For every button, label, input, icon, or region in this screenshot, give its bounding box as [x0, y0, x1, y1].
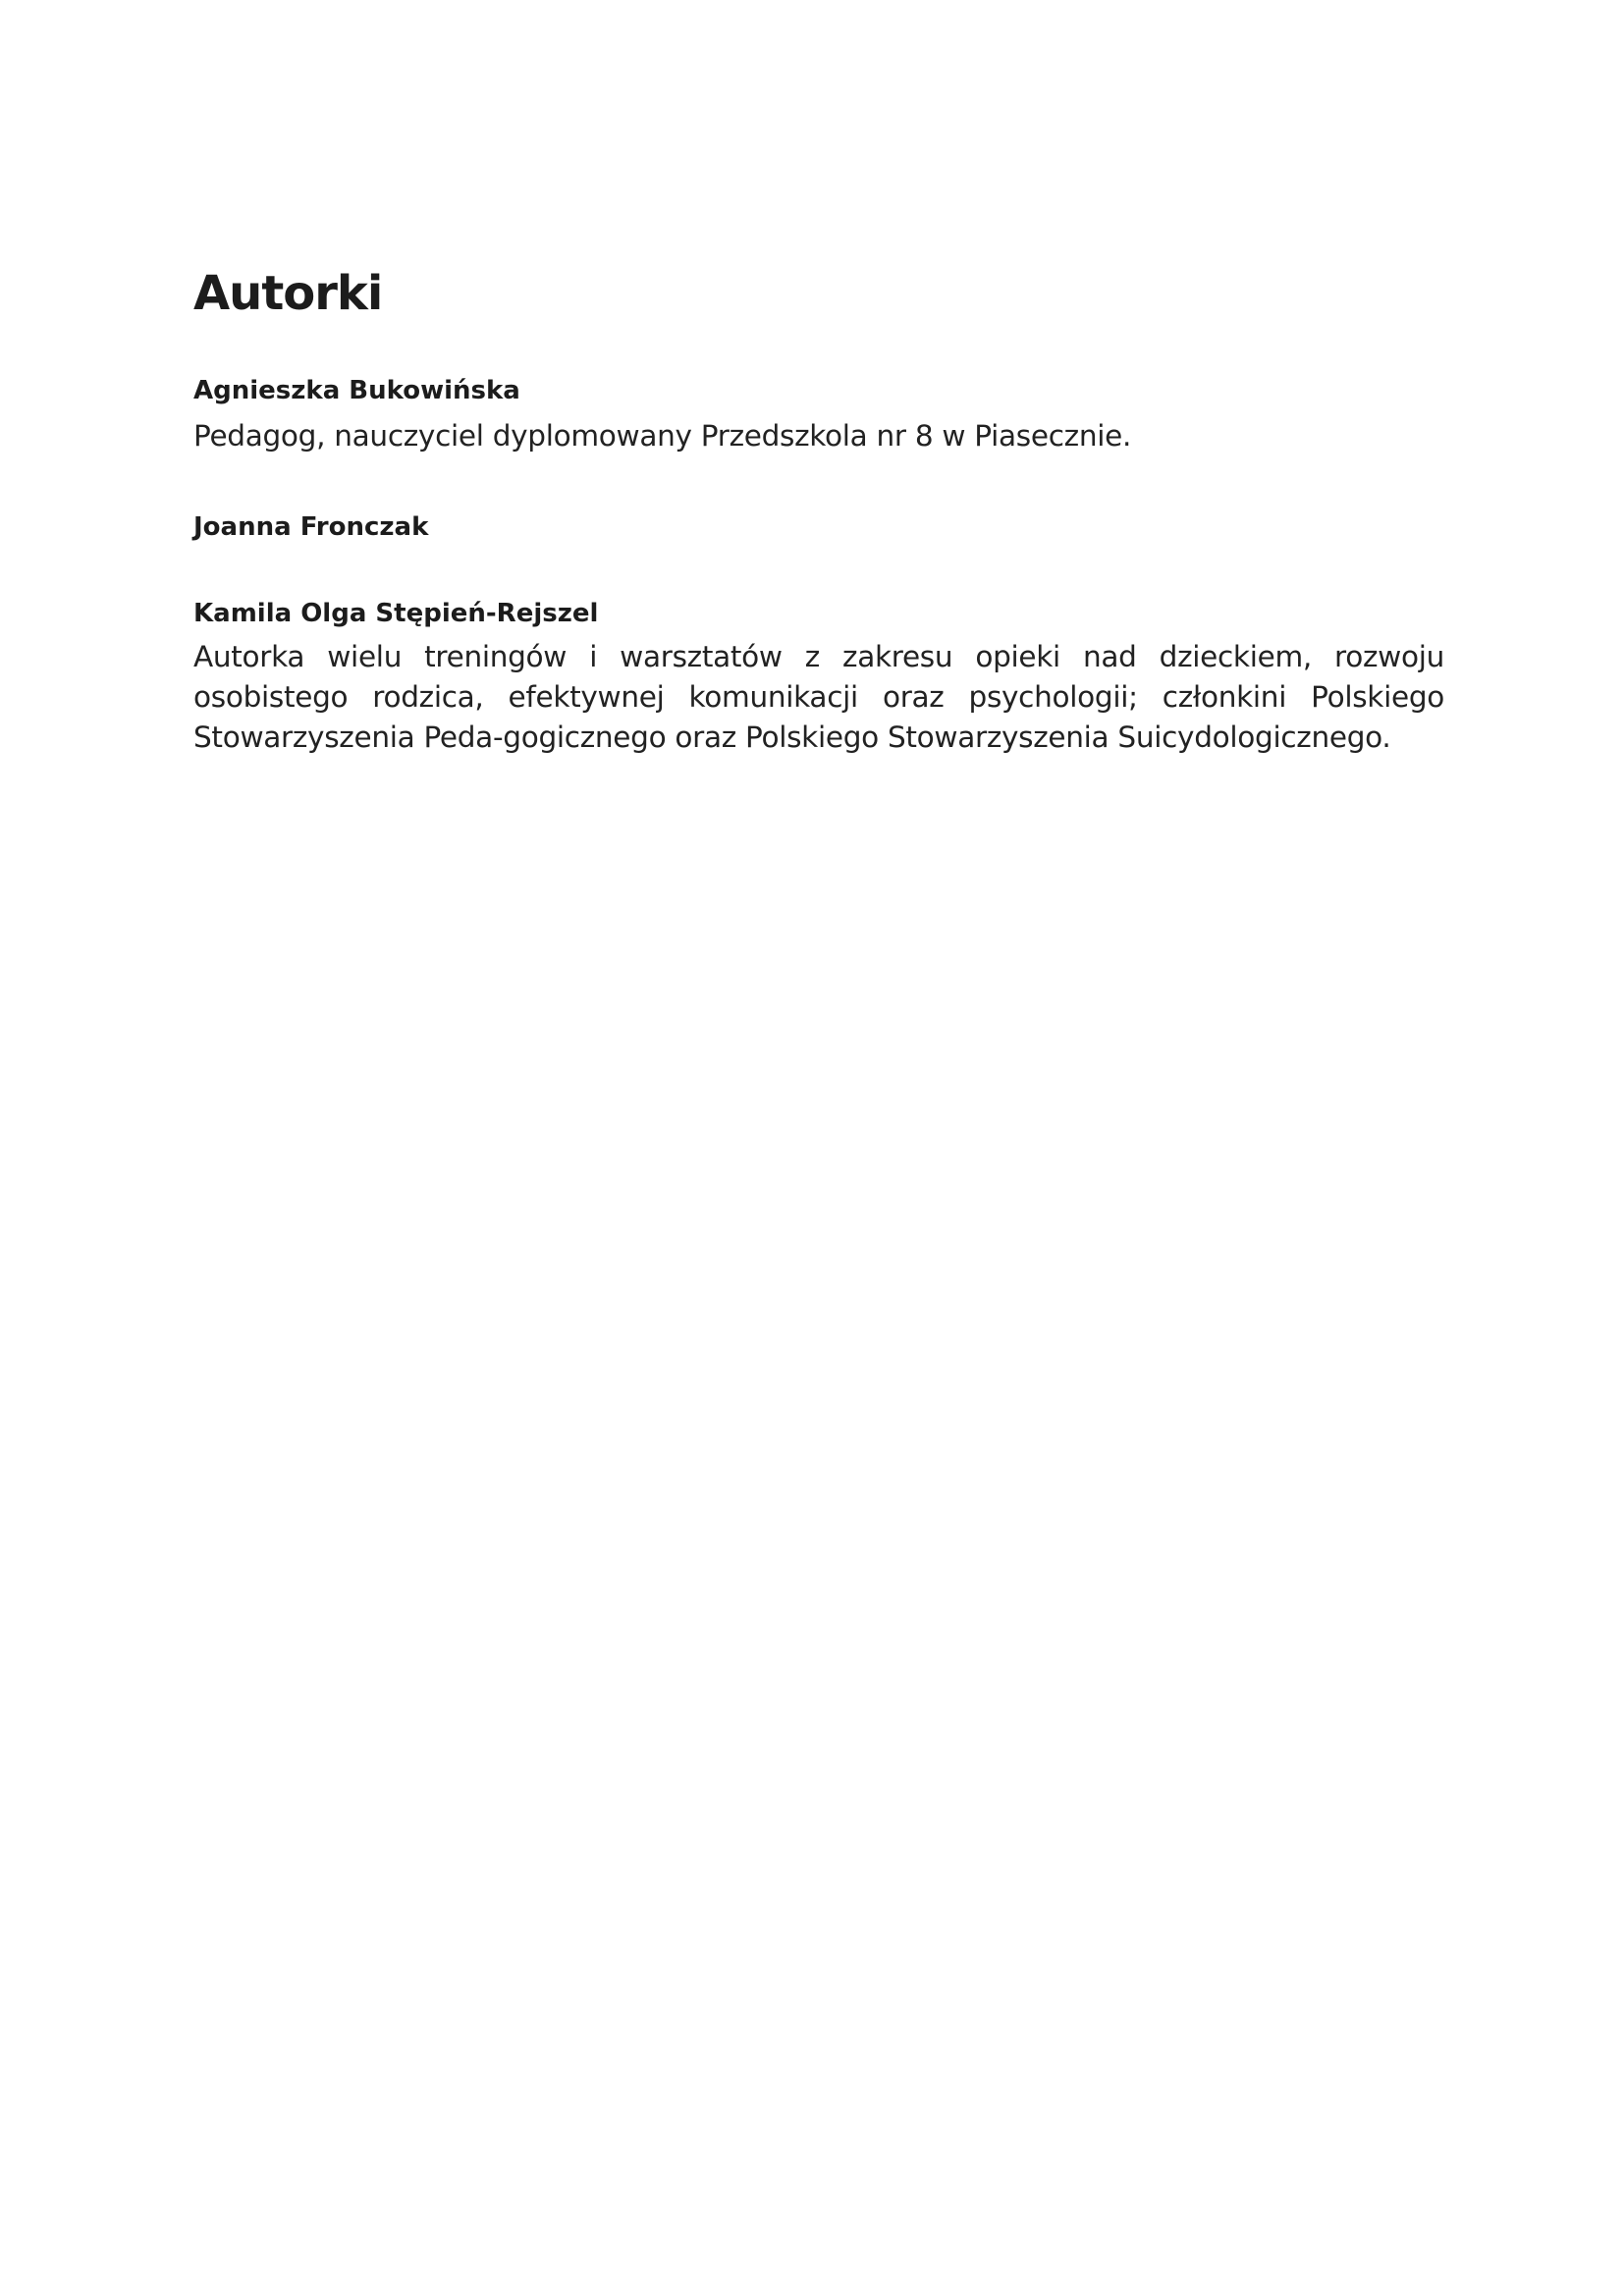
- author-entry-bukowinska: [193, 373, 1444, 456]
- document-page: [193, 265, 1444, 758]
- author-bio: Pedagog, nauczyciel dyplomowany Przedszkola nr 8 w Piasecznie.: [193, 419, 1132, 453]
- author-bio: Autorka wielu treningów i warsztatów z zakresu opieki nad dzieckiem, rozwoju osobistego rodzica, efektywnej komunikacji oraz psychologii; członkini Polskiego Stowarzyszenia Peda-gogicznego oraz Polskiego Stowarzyszenia Suicydologicznego.: [193, 640, 1444, 754]
- page-title: Autorki: [193, 266, 383, 321]
- author-entry-stepien-rejszel: [193, 596, 1444, 758]
- author-name: Kamila Olga Stępień-Rejszel: [193, 599, 599, 628]
- author-name: Joanna Fronczak: [193, 512, 429, 542]
- author-name: Agnieszka Bukowińska: [193, 376, 520, 405]
- author-entry-fronczak: [193, 509, 1444, 545]
